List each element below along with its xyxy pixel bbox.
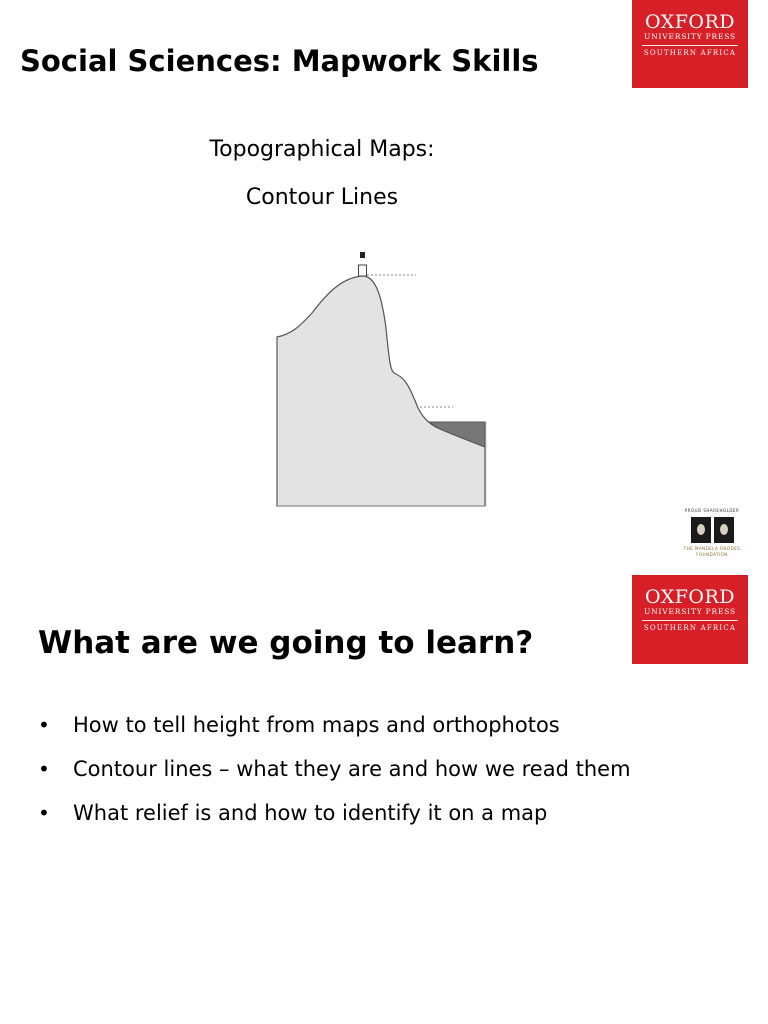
- foundation-top-text: PROUD SHAREHOLDER: [684, 508, 740, 513]
- logo-line-university-press: UNIVERSITY PRESS: [644, 607, 736, 616]
- subtitle-line-2: Contour Lines: [245, 185, 399, 210]
- slide-2: [0, 575, 768, 1024]
- slide-title: Social Sciences: Mapwork Skills: [20, 44, 539, 78]
- logo-line-oxford: OXFORD: [644, 586, 736, 608]
- logo-divider: [642, 45, 738, 46]
- list-item: • How to tell height from maps and orthophotos: [38, 713, 631, 757]
- oxford-logo: [632, 575, 748, 664]
- portrait-left-icon: [691, 517, 711, 543]
- subtitle-line-1: Topographical Maps:: [209, 137, 435, 162]
- trig-beacon-base: [359, 265, 367, 276]
- trig-beacon-top: [360, 252, 365, 258]
- list-item: • What relief is and how to identify it on a map: [38, 801, 631, 845]
- logo-line-oxford: OXFORD: [644, 11, 736, 33]
- learning-objectives-list: [38, 713, 631, 845]
- landform-profile: [277, 276, 485, 506]
- logo-line-southern-africa: SOUTHERN AFRICA: [643, 624, 737, 632]
- list-item: • Contour lines – what they are and how we read them: [38, 757, 631, 801]
- portrait-pair: [672, 517, 752, 543]
- portrait-right-icon: [714, 517, 734, 543]
- mandela-rhodes-foundation-logo: [672, 508, 752, 568]
- slide-title: What are we going to learn?: [38, 625, 534, 661]
- oxford-logo: [632, 0, 748, 88]
- foundation-bottom-text: THE MANDELA RHODES FOUNDATION: [683, 546, 741, 557]
- logo-line-southern-africa: SOUTHERN AFRICA: [643, 49, 737, 57]
- contour-cross-section-diagram: [270, 248, 495, 513]
- logo-divider: [642, 620, 738, 621]
- logo-line-university-press: UNIVERSITY PRESS: [644, 32, 736, 41]
